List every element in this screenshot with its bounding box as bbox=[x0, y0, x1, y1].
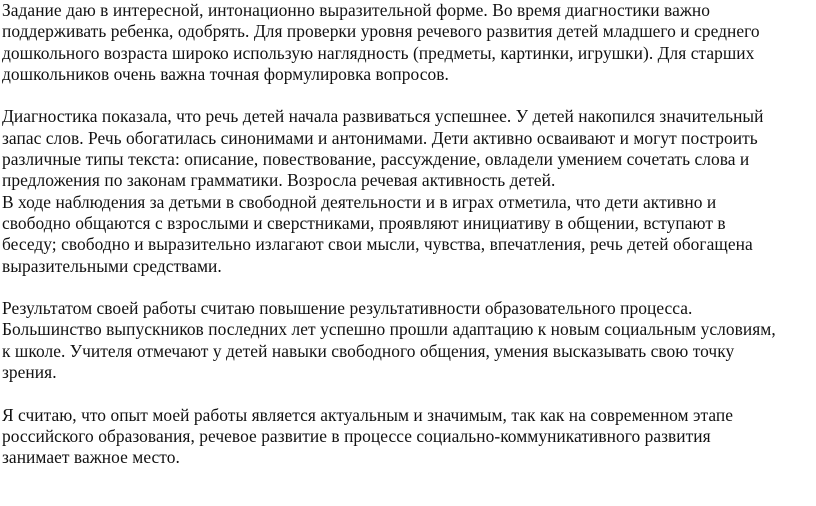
text-line: российского образования, речевое развитие в процессе социально-коммуникативного развития bbox=[2, 425, 711, 446]
paragraph-spacer bbox=[2, 383, 810, 404]
paragraph-diagnostics-results bbox=[2, 106, 810, 276]
text-line: занимает важное место. bbox=[2, 447, 180, 468]
text-line: Диагностика показала, что речь детей начала развиваться успешнее. У детей накопился значительный bbox=[2, 106, 764, 127]
text-line: дошкольного возраста широко использую наглядность (предметы, картинки, игрушки). Для старших bbox=[2, 42, 755, 63]
text-line: к школе. Учителя отмечают у детей навыки свободного общения, умения высказывать свою точку bbox=[2, 340, 735, 361]
paragraph-spacer bbox=[2, 277, 810, 298]
text-line: поддерживать ребенка, одобрять. Для проверки уровня речевого развития детей младшего и среднего bbox=[2, 21, 760, 42]
text-line: беседу; свободно и выразительно излагают свои мысли, чувства, впечатления, речь детей обогащена bbox=[2, 234, 753, 255]
paragraph-conclusion bbox=[2, 405, 810, 469]
text-line: различные типы текста: описание, повествование, рассуждение, овладели умением сочетать слова и bbox=[2, 149, 750, 170]
text-line: В ходе наблюдения за детьми в свободной деятельности и в играх отметила, что дети активно и bbox=[2, 191, 717, 212]
text-line: Я считаю, что опыт моей работы является актуальным и значимым, так как на современном этапе bbox=[2, 404, 734, 425]
text-line: выразительными средствами. bbox=[2, 255, 222, 276]
text-line: Большинство выпускников последних лет успешно прошли адаптацию к новым социальным условиям, bbox=[2, 319, 776, 340]
text-line: запас слов. Речь обогатилась синонимами и антонимами. Дети активно осваивают и могут построить bbox=[2, 127, 758, 148]
text-line: дошкольников очень важна точная формулировка вопросов. bbox=[2, 63, 449, 84]
text-line: Задание даю в интересной, интонационно выразительной форме. Во время диагностики важно bbox=[2, 0, 711, 20]
text-line: зрения. bbox=[2, 362, 57, 383]
paragraph-diagnostics-method bbox=[2, 0, 810, 85]
paragraph-work-results bbox=[2, 298, 810, 383]
text-line: предложения по законам грамматики. Возросла речевая активность детей. bbox=[2, 170, 556, 191]
paragraph-spacer bbox=[2, 85, 810, 106]
text-line: Результатом своей работы считаю повышение результативности образовательного процесса. bbox=[2, 298, 693, 319]
text-line: свободно общаются с взрослыми и сверстниками, проявляют инициативу в общении, вступают в bbox=[2, 212, 726, 233]
